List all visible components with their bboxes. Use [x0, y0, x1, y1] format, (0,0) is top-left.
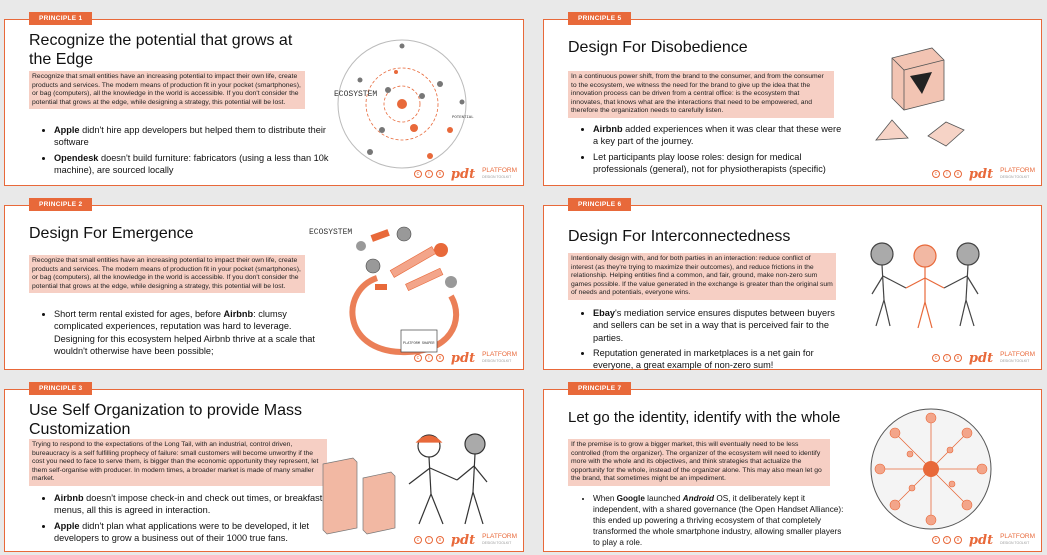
- platform-shaper-label: PLATFORM SHAPER: [403, 342, 435, 346]
- principle-card-3: [4, 385, 524, 552]
- brand-name: PLATFORM DESIGN TOOLKIT: [482, 533, 517, 545]
- ecosystem-label: ECOSYSTEM: [309, 228, 353, 237]
- by-license-icon: i: [425, 354, 433, 362]
- card-footer: [932, 166, 1035, 182]
- principle-title: Design For Disobedience: [568, 39, 748, 56]
- sa-license-icon: s: [954, 354, 962, 362]
- example-list: [29, 308, 330, 360]
- principle-tag: PRINCIPLE 5: [568, 12, 631, 25]
- list-item: • Apple didn't plan what applications were to be developed, it let developers to grow a business out of their 1000 true fans.: [54, 520, 329, 545]
- example-list: [29, 492, 329, 547]
- pdt-logo: pdt: [968, 350, 994, 366]
- example-list: [568, 307, 843, 374]
- principle-card-1: [4, 15, 524, 186]
- principle-card-6: [543, 201, 1042, 371]
- principle-tag: PRINCIPLE 1: [29, 12, 92, 25]
- card-footer: [414, 166, 517, 182]
- by-license-icon: i: [943, 354, 951, 362]
- pdt-logo: pdt: [968, 166, 994, 182]
- cc-license-icon: c: [932, 536, 940, 544]
- principle-description: In a continuous power shift, from the brand to the consumer, and from the consumer to the ecosystem, we witness the need for the brand to give up the idea that the innovation process can be driven from a central office: is the ecosystem that innovates, that knows what are the interactions that need to be empowered, and therefore the organization needs to carefully listen.: [568, 71, 834, 118]
- principle-tag: PRINCIPLE 6: [568, 198, 631, 211]
- list-item: • Reputation generated in marketplaces is a net gain for everyone, a great example of non-zero sum!: [593, 347, 843, 372]
- list-item: • Opendesk doesn't build furniture: fabricators (using a less than 10k machine), are sourced locally: [54, 152, 330, 177]
- list-item: • When Google launched Android OS, it deliberately kept it independent, with a shared governance (the Open Handset Alliance): this ended up powering a thriving ecosystem of that completely transformed the whole smartphone industry, allowing smaller players to play a role.: [593, 493, 849, 548]
- by-license-icon: i: [943, 170, 951, 178]
- principle-title: Use Self Organization to provide Mass Customization: [29, 402, 303, 438]
- list-item: • Airbnb added experiences when it was clear that these were a key part of the journey.: [593, 123, 848, 148]
- brand-name: PLATFORM DESIGN TOOLKIT: [482, 167, 517, 179]
- pdt-logo: pdt: [450, 532, 476, 548]
- example-list: [29, 124, 330, 179]
- principle-title: Let go the identity, identify with the whole: [568, 409, 841, 426]
- sa-license-icon: s: [954, 170, 962, 178]
- brand-name: PLATFORM DESIGN TOOLKIT: [482, 351, 517, 363]
- sa-license-icon: s: [436, 170, 444, 178]
- sa-license-icon: s: [436, 536, 444, 544]
- list-item: • Apple didn't hire app developers but helped them to distribute their software: [54, 124, 330, 149]
- by-license-icon: i: [943, 536, 951, 544]
- principle-title: Design For Interconnectedness: [568, 228, 791, 245]
- potential-label: POTENTIAL: [452, 116, 474, 120]
- ecosystem-label: ECOSYSTEM: [334, 90, 378, 99]
- principle-tag: PRINCIPLE 3: [29, 382, 92, 395]
- cc-license-icon: c: [932, 354, 940, 362]
- pdt-logo: pdt: [968, 532, 994, 548]
- principle-description: Intentionally design with, and for both parties in an interaction: reduce conflict of interest (as they're trying to maximize their outcomes), and reduce frictions in the relationship. Helping entities find a common, and fair, ground, make non-zero sum games possible. If the value generated in the exchange is greater than the original sum of needs and potentials, everyone wins.: [568, 253, 836, 300]
- cc-license-icon: c: [932, 170, 940, 178]
- brand-name: PLATFORM DESIGN TOOLKIT: [1000, 533, 1035, 545]
- cc-license-icon: c: [414, 170, 422, 178]
- brand-name: PLATFORM DESIGN TOOLKIT: [1000, 167, 1035, 179]
- principle-description: If the premise is to grow a bigger market, this will eventually need to be less controlled (from the organizer). The organizer of the ecosystem will need to identify more with the whole and its objectives, and think strategies that actualize the opportunity for the whole, instead of the organizer alone. This may also mean let go the brand, that sometimes might be an impediment.: [568, 439, 830, 486]
- principle-title: Design For Emergence: [29, 225, 194, 242]
- self-organization-illustration: [317, 424, 507, 539]
- principle-card-7: [543, 385, 1042, 552]
- principle-description: Recognize that small entities have an increasing potential to impact their own life, create products and services. The modern means of production fit in your pocket (smartphones), or bag (computers), all the knowledge in the world is accessible. If you don't consider the potential that grows at the edge, while designing a strategy, this potential will be lost.: [29, 71, 305, 109]
- principle-tag: PRINCIPLE 7: [568, 382, 631, 395]
- example-list: [568, 123, 848, 178]
- brand-name: PLATFORM DESIGN TOOLKIT: [1000, 351, 1035, 363]
- card-footer: [414, 350, 517, 366]
- principle-description: Recognize that small entities have an increasing potential to impact their own life, create products and services. The modern means of production fit in your pocket (smartphones), or bag (computers), all the knowledge in the world is accessible. If you don't consider the potential that grows at the edge, while designing a strategy, this potential will be lost.: [29, 255, 305, 293]
- list-item: • Ebay's mediation service ensures disputes between buyers and sellers can be set in a way that is perceived fair to the parties.: [593, 307, 843, 344]
- by-license-icon: i: [425, 536, 433, 544]
- principle-card-2: [4, 201, 524, 370]
- disobedience-blocks-illustration: [862, 38, 982, 153]
- card-footer: [414, 532, 517, 548]
- sa-license-icon: s: [436, 354, 444, 362]
- list-item: • Short term rental existed for ages, before Airbnb: clumsy complicated experiences, reputation was hard to leverage. Designing for this ecosystem helped Airbnb thrive at a scale that wouldn't otherwise have been possible;: [54, 308, 330, 357]
- ecosystem-orbit-illustration: [330, 32, 480, 172]
- list-item: • Let participants play loose roles: design for medical professionals (general), not for physiotherapists (specific): [593, 151, 848, 176]
- principle-description: Trying to respond to the expectations of the Long Tail, with an industrial, control driven, bureaucracy is a self fulfilling prophecy of failure: small customers will become unworthy if the cost you need to face to serve them, is bigger than the economic opportunity they represent, let them self-organise with producer. In modern times, a broader market is made of many smaller market.: [29, 439, 327, 486]
- emergence-ecosystem-illustration: [301, 220, 481, 365]
- card-footer: [932, 532, 1035, 548]
- principle-card-5: [543, 15, 1042, 186]
- by-license-icon: i: [425, 170, 433, 178]
- pdt-logo: pdt: [450, 350, 476, 366]
- list-item: • Airbnb doesn't impose check-in and check out times, or breakfast menus, all this is agreed in interaction.: [54, 492, 329, 517]
- cc-license-icon: c: [414, 354, 422, 362]
- cc-license-icon: c: [414, 536, 422, 544]
- principle-title: Recognize the potential that grows at the Edge: [29, 32, 293, 68]
- principle-tag: PRINCIPLE 2: [29, 198, 92, 211]
- sa-license-icon: s: [954, 536, 962, 544]
- identity-whole-illustration: [866, 404, 996, 534]
- example-list: [568, 493, 849, 551]
- interconnected-people-illustration: [856, 236, 996, 336]
- card-footer: [932, 350, 1035, 366]
- pdt-logo: pdt: [450, 166, 476, 182]
